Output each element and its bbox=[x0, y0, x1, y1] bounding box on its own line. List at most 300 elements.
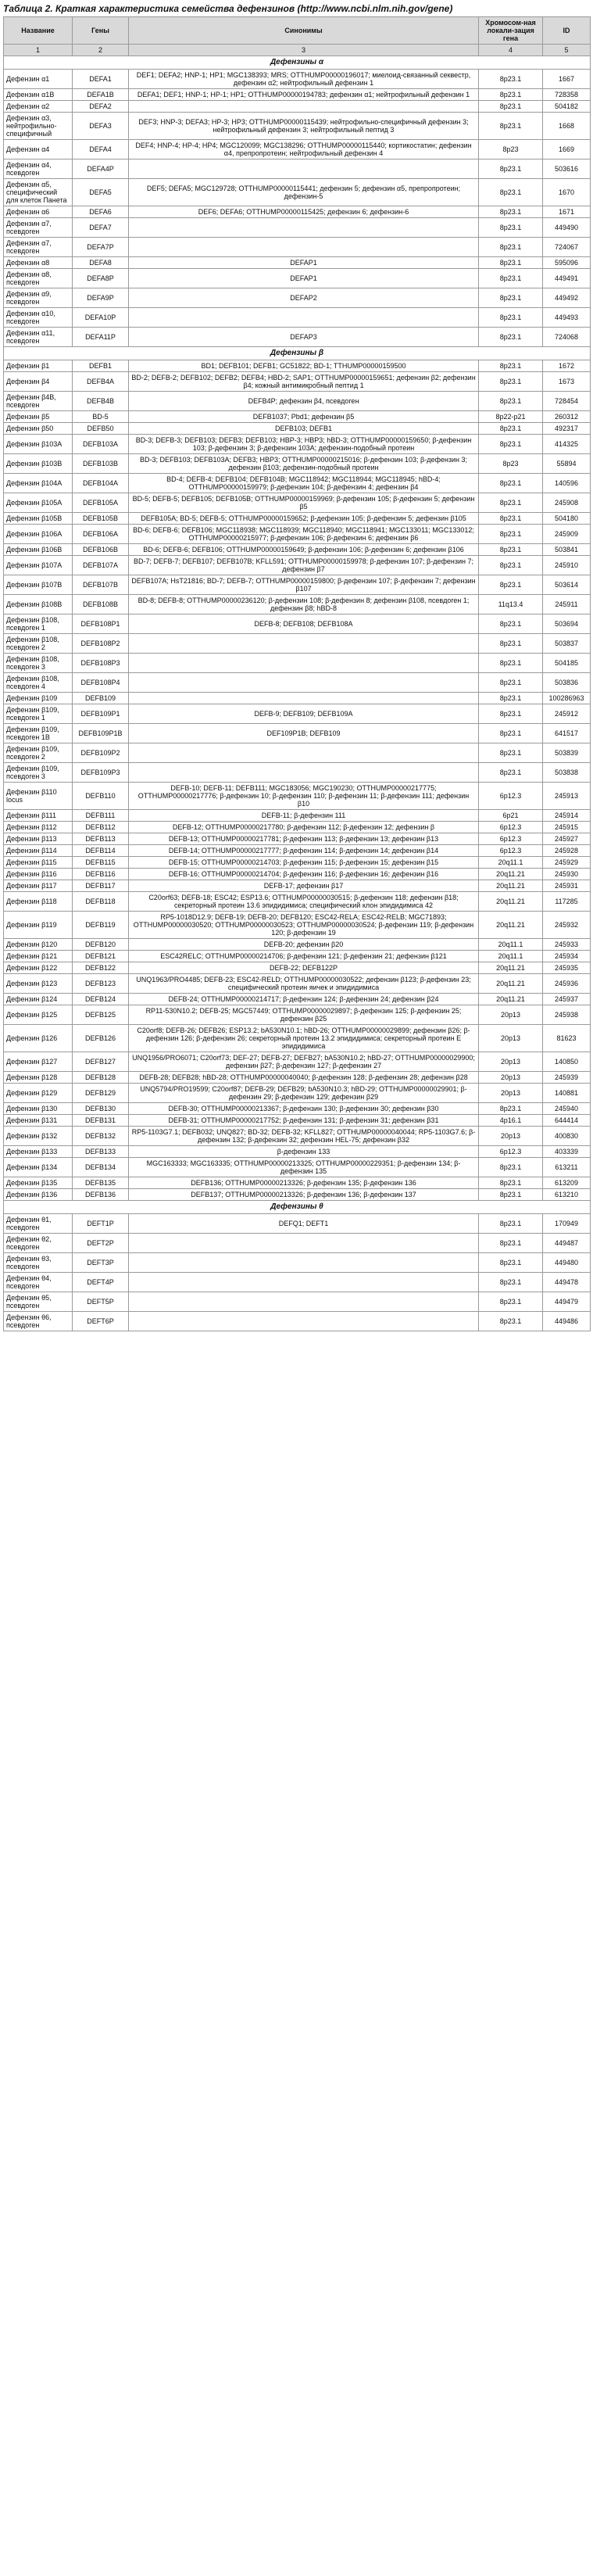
cell-gene: DEFB107A bbox=[73, 556, 129, 575]
cell-synonyms: DEFB-16; OTTHUMP00000214704; β-дефензин 116; β-дефензин 16; дефензин β16 bbox=[129, 869, 479, 880]
cell-synonyms: DEFB-13; OTTHUMP00000217781; β-дефензин 113; β-дефензин 13; дефензин β13 bbox=[129, 833, 479, 845]
cell-gene: DEFB118 bbox=[73, 892, 129, 912]
table-row bbox=[4, 140, 591, 159]
table-row bbox=[4, 595, 591, 614]
cell-location: 8p23 bbox=[479, 140, 543, 159]
table-row bbox=[4, 634, 591, 654]
cell-synonyms: DEFB1037; Pbd1; дефензин β5 bbox=[129, 411, 479, 423]
cell-gene: DEFB127 bbox=[73, 1052, 129, 1072]
cell-synonyms: RP5-1018D12.9; DEFB-19; DEFB-20; DEFB120; ESC42-RELA; ESC42-RELB; MGC71893; OTTHUMP00000030520; OTTHUMP00000030523; OTTHUMP00000030524; β-дефензин 119; β-дефензин 120; β-дефензин 19 bbox=[129, 912, 479, 939]
cell-id: 613209 bbox=[543, 1177, 591, 1189]
table-row bbox=[4, 288, 591, 308]
cell-synonyms: DEFB-30; OTTHUMP00000213367; β-дефензин 130; β-дефензин 30; дефензин β30 bbox=[129, 1103, 479, 1115]
cell-synonyms: DEFB-24; OTTHUMP00000214717; β-дефензин 124; β-дефензин 24; дефензин β24 bbox=[129, 994, 479, 1005]
cell-gene: DEFA7 bbox=[73, 218, 129, 238]
cell-location: 20p13 bbox=[479, 1127, 543, 1146]
section-title: Дефензины θ bbox=[4, 1201, 591, 1214]
cell-name: Дефензин β130 bbox=[4, 1103, 73, 1115]
cell-name: Дефензин β107B bbox=[4, 575, 73, 595]
cell-synonyms: DEF4; HNP-4; HP-4; HP4; MGC120099; MGC138296; OTTHUMP00000115440; кортикостатин; дефензин α4, препропротеин; нейтрофильный дефензин 4 bbox=[129, 140, 479, 159]
cell-gene: DEFA5 bbox=[73, 179, 129, 206]
table-row bbox=[4, 810, 591, 822]
cell-id: 504182 bbox=[543, 101, 591, 113]
table-row bbox=[4, 556, 591, 575]
cell-synonyms: MGC163333; MGC163335; OTTHUMP00000213325; OTTHUMP00000229351; β-дефензин 134; β-дефензин 135 bbox=[129, 1158, 479, 1177]
cell-id: 245933 bbox=[543, 939, 591, 951]
cell-id: 245912 bbox=[543, 704, 591, 724]
table-row bbox=[4, 833, 591, 845]
cell-id: 245909 bbox=[543, 525, 591, 544]
cell-location: 8p23.1 bbox=[479, 513, 543, 525]
cell-gene: DEFB112 bbox=[73, 822, 129, 833]
table-row bbox=[4, 1072, 591, 1084]
cell-gene: DEFT5P bbox=[73, 1292, 129, 1312]
cell-location: 20q11.21 bbox=[479, 869, 543, 880]
cell-gene: DEFB121 bbox=[73, 951, 129, 962]
cell-id: 245940 bbox=[543, 1103, 591, 1115]
cell-name: Дефензин β104A bbox=[4, 474, 73, 493]
cell-synonyms: DEFB-15; OTTHUMP00000214703; β-дефензин 115; β-дефензин 15; дефензин β15 bbox=[129, 857, 479, 869]
cell-id: 245929 bbox=[543, 857, 591, 869]
cell-id: 170949 bbox=[543, 1214, 591, 1234]
cell-name: Дефензин β108, псевдоген 1 bbox=[4, 614, 73, 634]
cell-location: 8p23.1 bbox=[479, 288, 543, 308]
cell-id: 245930 bbox=[543, 869, 591, 880]
cell-synonyms: BD-8; DEFB-8; OTTHUMP00000236120; β-дефензин 108; β-дефензин 8; дефензин β108, псевдоген 1; дефензин β8; hBD-8 bbox=[129, 595, 479, 614]
section-header-row bbox=[4, 56, 591, 70]
table-row bbox=[4, 693, 591, 704]
cell-synonyms: DEFAP1 bbox=[129, 269, 479, 288]
cell-id: 595096 bbox=[543, 257, 591, 269]
cell-name: Дефензин θ6, псевдоген bbox=[4, 1312, 73, 1331]
cell-synonyms: DEFB-31; OTTHUMP00000217752; β-дефензин 131; β-дефензин 31; дефензин β31 bbox=[129, 1115, 479, 1127]
cell-synonyms: BD-3; DEFB103; DEFB103A; DEFB3; HBP3; OTTHUMP00000215016; β-дефензин 103; β-дефензин 3; дефензин β103; дефензин-подобный протеин bbox=[129, 454, 479, 474]
cell-location: 4p16.1 bbox=[479, 1115, 543, 1127]
cell-id: 260312 bbox=[543, 411, 591, 423]
cell-name: Дефензин β124 bbox=[4, 994, 73, 1005]
cell-synonyms: DEFB4P; дефензин β4, псевдоген bbox=[129, 392, 479, 411]
cell-location: 6p12.3 bbox=[479, 833, 543, 845]
table-row bbox=[4, 1312, 591, 1331]
cell-id: 503838 bbox=[543, 763, 591, 783]
table-row bbox=[4, 673, 591, 693]
cell-synonyms: DEFB-9; DEFB109; DEFB109A bbox=[129, 704, 479, 724]
cell-gene: DEFB130 bbox=[73, 1103, 129, 1115]
cell-gene: DEFA8P bbox=[73, 269, 129, 288]
cell-name: Дефензин α8, псевдоген bbox=[4, 269, 73, 288]
table-row bbox=[4, 1084, 591, 1103]
table-row bbox=[4, 1189, 591, 1201]
cell-gene: DEFB115 bbox=[73, 857, 129, 869]
cell-id: 503841 bbox=[543, 544, 591, 556]
cell-id: 504180 bbox=[543, 513, 591, 525]
cell-gene: DEFB109 bbox=[73, 693, 129, 704]
table-row bbox=[4, 951, 591, 962]
cell-id: 1670 bbox=[543, 179, 591, 206]
cell-gene: DEFB109P2 bbox=[73, 743, 129, 763]
cell-id: 245911 bbox=[543, 595, 591, 614]
cell-location: 8p23.1 bbox=[479, 206, 543, 218]
table-header bbox=[4, 17, 591, 56]
table-row bbox=[4, 1025, 591, 1052]
cell-location: 20p13 bbox=[479, 1005, 543, 1025]
cell-id: 245938 bbox=[543, 1005, 591, 1025]
cell-id: 449478 bbox=[543, 1273, 591, 1292]
cell-synonyms: DEFB-17; дефензин β17 bbox=[129, 880, 479, 892]
cell-name: Дефензин β135 bbox=[4, 1177, 73, 1189]
cell-name: Дефензин α7, псевдоген bbox=[4, 238, 73, 257]
cell-synonyms bbox=[129, 1234, 479, 1253]
cell-name: Дефензин θ3, псевдоген bbox=[4, 1253, 73, 1273]
cell-gene: DEFB104A bbox=[73, 474, 129, 493]
cell-location: 8p23.1 bbox=[479, 435, 543, 454]
cell-name: Дефензин α3, нейтрофильно-специфичный bbox=[4, 113, 73, 140]
cell-name: Дефензин β131 bbox=[4, 1115, 73, 1127]
table-row bbox=[4, 269, 591, 288]
cell-location: 8p23.1 bbox=[479, 328, 543, 347]
table-row bbox=[4, 101, 591, 113]
cell-name: Дефензин α4 bbox=[4, 140, 73, 159]
cell-name: Дефензин β103B bbox=[4, 454, 73, 474]
cell-gene: DEFB109P1 bbox=[73, 704, 129, 724]
table-row bbox=[4, 411, 591, 423]
cell-gene: DEFB1 bbox=[73, 360, 129, 372]
cell-id: 245928 bbox=[543, 845, 591, 857]
cell-name: Дефензин β110 locus bbox=[4, 783, 73, 810]
section-header-row bbox=[4, 1201, 591, 1214]
cell-synonyms: DEFA1; DEF1; HNP-1; HP-1; HP1; OTTHUMP00000194783; дефензин α1; нейтрофильный дефензин 1 bbox=[129, 89, 479, 101]
table-row bbox=[4, 179, 591, 206]
cell-id: 245908 bbox=[543, 493, 591, 513]
cell-location: 8p23.1 bbox=[479, 218, 543, 238]
cell-gene: DEFB116 bbox=[73, 869, 129, 880]
cell-synonyms bbox=[129, 693, 479, 704]
cell-name: Дефензин β136 bbox=[4, 1189, 73, 1201]
cell-synonyms: DEFB-12; OTTHUMP00000217780; β-дефензин 112; β-дефензин 12; дефензин β bbox=[129, 822, 479, 833]
cell-name: Дефензин β134 bbox=[4, 1158, 73, 1177]
cell-gene: DEFB108B bbox=[73, 595, 129, 614]
cell-gene: DEFB120 bbox=[73, 939, 129, 951]
table-row bbox=[4, 1177, 591, 1189]
cell-id: 140881 bbox=[543, 1084, 591, 1103]
cell-gene: DEFB111 bbox=[73, 810, 129, 822]
cell-location: 20q11.1 bbox=[479, 939, 543, 951]
cell-location: 8p23.1 bbox=[479, 525, 543, 544]
cell-synonyms: DEFB103; DEFB1 bbox=[129, 423, 479, 435]
cell-name: Дефензин β126 bbox=[4, 1025, 73, 1052]
table-row bbox=[4, 89, 591, 101]
cell-location: 6p12.3 bbox=[479, 845, 543, 857]
table-row bbox=[4, 308, 591, 328]
cell-synonyms: β-дефензин 133 bbox=[129, 1146, 479, 1158]
cell-gene: DEFB4B bbox=[73, 392, 129, 411]
table-row bbox=[4, 328, 591, 347]
cell-synonyms: DEFB137; OTTHUMP00000213326; β-дефензин 136; β-дефензин 137 bbox=[129, 1189, 479, 1201]
cell-location: 6p12.3 bbox=[479, 783, 543, 810]
cell-location: 8p23.1 bbox=[479, 1292, 543, 1312]
column-number: 5 bbox=[543, 45, 591, 56]
column-number: 2 bbox=[73, 45, 129, 56]
cell-gene: DEFB110 bbox=[73, 783, 129, 810]
cell-synonyms: DEF5; DEFA5; MGC129728; OTTHUMP00000115441; дефензин 5; дефензин α5, препропротеин; дефензин-5 bbox=[129, 179, 479, 206]
cell-name: Дефензин θ2, псевдоген bbox=[4, 1234, 73, 1253]
cell-synonyms: DEF109P1B; DEFB109 bbox=[129, 724, 479, 743]
cell-location: 8p23.1 bbox=[479, 159, 543, 179]
table-row bbox=[4, 1005, 591, 1025]
column-number-row bbox=[4, 45, 591, 56]
cell-id: 414325 bbox=[543, 435, 591, 454]
cell-location: 8p23.1 bbox=[479, 575, 543, 595]
cell-synonyms: DEFB-20; дефензин β20 bbox=[129, 939, 479, 951]
table-row bbox=[4, 454, 591, 474]
cell-synonyms: DEFB-22; DEFB122P bbox=[129, 962, 479, 974]
cell-gene: DEFT2P bbox=[73, 1234, 129, 1253]
cell-synonyms bbox=[129, 1253, 479, 1273]
cell-synonyms: DEF3; HNP-3; DEFA3; HP-3; HP3; OTTHUMP00000115439; нейтрофильно-специфичный дефензин 3; нейтрофильный дефензин 3; нейтрофильный пептид 3 bbox=[129, 113, 479, 140]
cell-gene: DEFB108P3 bbox=[73, 654, 129, 673]
cell-gene: DEFB107B bbox=[73, 575, 129, 595]
column-number: 4 bbox=[479, 45, 543, 56]
cell-name: Дефензин β107A bbox=[4, 556, 73, 575]
column-number: 1 bbox=[4, 45, 73, 56]
table-row bbox=[4, 474, 591, 493]
cell-synonyms: RP11-530N10.2; DEFB-25; MGC57449; OTTHUMP00000029897; β-дефензин 125; β-дефензин 25; дефензин β25 bbox=[129, 1005, 479, 1025]
cell-id: 400830 bbox=[543, 1127, 591, 1146]
cell-synonyms: BD-6; DEFB-6; DEFB106; MGC118938; MGC118939; MGC118940; MGC118941; MGC133011; MGC133012; OTTHUMP00000215977; β-дефензин 106; β-дефензин 6; дефензин β6 bbox=[129, 525, 479, 544]
cell-name: Дефензин β108B bbox=[4, 595, 73, 614]
table-row bbox=[4, 159, 591, 179]
cell-gene: DEFT4P bbox=[73, 1273, 129, 1292]
table-row bbox=[4, 423, 591, 435]
cell-location: 6p12.3 bbox=[479, 822, 543, 833]
cell-location: 8p23.1 bbox=[479, 1253, 543, 1273]
table-row bbox=[4, 70, 591, 89]
cell-name: Дефензин α8 bbox=[4, 257, 73, 269]
cell-id: 245927 bbox=[543, 833, 591, 845]
header-genes: Гены bbox=[73, 17, 129, 45]
section-title: Дефензины α bbox=[4, 56, 591, 70]
section-title: Дефензины β bbox=[4, 347, 591, 360]
cell-id: 117285 bbox=[543, 892, 591, 912]
cell-name: Дефензин β122 bbox=[4, 962, 73, 974]
cell-location: 8p23.1 bbox=[479, 238, 543, 257]
cell-synonyms: DEF1; DEFA2; HNP-1; HP1; MGC138393; MRS; OTTHUMP00000196017; миелоид-связанный секвестр, дефензин α2; нейтрофильный дефензин 1 bbox=[129, 70, 479, 89]
table-row bbox=[4, 525, 591, 544]
cell-name: Дефензин θ4, псевдоген bbox=[4, 1273, 73, 1292]
cell-location: 8p23.1 bbox=[479, 1103, 543, 1115]
cell-location: 20p13 bbox=[479, 1084, 543, 1103]
table-row bbox=[4, 1234, 591, 1253]
cell-location: 8p23.1 bbox=[479, 89, 543, 101]
cell-name: Дефензин β123 bbox=[4, 974, 73, 994]
cell-gene: DEFB129 bbox=[73, 1084, 129, 1103]
cell-name: Дефензин β133 bbox=[4, 1146, 73, 1158]
cell-name: Дефензин α11, псевдоген bbox=[4, 328, 73, 347]
table-caption: Таблица 2. Краткая характеристика семейства дефензинов (http://www.ncbi.nlm.nih.gov/gene) bbox=[3, 3, 453, 14]
cell-location: 8p23.1 bbox=[479, 1214, 543, 1234]
cell-gene: DEFA4P bbox=[73, 159, 129, 179]
cell-name: Дефензин α7, псевдоген bbox=[4, 218, 73, 238]
cell-location: 8p23.1 bbox=[479, 693, 543, 704]
cell-name: Дефензин β132 bbox=[4, 1127, 73, 1146]
table-row bbox=[4, 257, 591, 269]
cell-name: Дефензин β108, псевдоген 3 bbox=[4, 654, 73, 673]
cell-location: 20p13 bbox=[479, 1025, 543, 1052]
table-row bbox=[4, 544, 591, 556]
cell-name: Дефензин α4, псевдоген bbox=[4, 159, 73, 179]
cell-name: Дефензин β105A bbox=[4, 493, 73, 513]
cell-location: 8p23.1 bbox=[479, 1189, 543, 1201]
cell-id: 403339 bbox=[543, 1146, 591, 1158]
cell-gene: DEFA3 bbox=[73, 113, 129, 140]
table-row bbox=[4, 238, 591, 257]
table-row bbox=[4, 743, 591, 763]
cell-synonyms: DEFB105A; BD-5; DEFB-5; OTTHUMP00000159652; β-дефензин 105; β-дефензин 5; дефензин β105 bbox=[129, 513, 479, 525]
cell-name: Дефензин β108, псевдоген 4 bbox=[4, 673, 73, 693]
table-row bbox=[4, 845, 591, 857]
cell-synonyms: BD-4; DEFB-4; DEFB104; DEFB104B; MGC118942; MGC118944; MGC118945; hBD-4; OTTHUMP00000159979; β-дефензин 104; β-дефензин 4; дефензин β4 bbox=[129, 474, 479, 493]
table-row bbox=[4, 1292, 591, 1312]
cell-synonyms bbox=[129, 218, 479, 238]
cell-location: 20q11.21 bbox=[479, 994, 543, 1005]
table-row bbox=[4, 1253, 591, 1273]
table-row bbox=[4, 1127, 591, 1146]
table-row bbox=[4, 822, 591, 833]
cell-location: 8p23 bbox=[479, 454, 543, 474]
cell-id: 728454 bbox=[543, 392, 591, 411]
table-row bbox=[4, 974, 591, 994]
cell-id: 503614 bbox=[543, 575, 591, 595]
cell-location: 20q11.1 bbox=[479, 951, 543, 962]
cell-id: 1667 bbox=[543, 70, 591, 89]
cell-gene: DEFB136 bbox=[73, 1189, 129, 1201]
table-row bbox=[4, 892, 591, 912]
cell-gene: DEFB135 bbox=[73, 1177, 129, 1189]
cell-gene: DEFB128 bbox=[73, 1072, 129, 1084]
cell-location: 8p23.1 bbox=[479, 704, 543, 724]
cell-location: 20q11.21 bbox=[479, 962, 543, 974]
cell-id: 503837 bbox=[543, 634, 591, 654]
cell-id: 449493 bbox=[543, 308, 591, 328]
cell-id: 503694 bbox=[543, 614, 591, 634]
cell-location: 8p23.1 bbox=[479, 372, 543, 392]
cell-name: Дефензин β109, псевдоген 3 bbox=[4, 763, 73, 783]
cell-gene: DEFB108P1 bbox=[73, 614, 129, 634]
table-row bbox=[4, 1158, 591, 1177]
table-row bbox=[4, 869, 591, 880]
cell-synonyms: DEF6; DEFA6; OTTHUMP00000115425; дефензин 6; дефензин-6 bbox=[129, 206, 479, 218]
cell-gene: DEFB119 bbox=[73, 912, 129, 939]
table-row bbox=[4, 575, 591, 595]
cell-gene: DEFA1 bbox=[73, 70, 129, 89]
cell-gene: DEFB109P3 bbox=[73, 763, 129, 783]
header-synonyms: Синонимы bbox=[129, 17, 479, 45]
cell-location: 8p23.1 bbox=[479, 1273, 543, 1292]
cell-synonyms: DEFB-14; OTTHUMP00000217777; β-дефензин 114; β-дефензин 14; дефензин β14 bbox=[129, 845, 479, 857]
cell-synonyms bbox=[129, 308, 479, 328]
cell-synonyms: C20orf63; DEFB-18; ESC42; ESP13.6; OTTHUMP00000030515; β-дефензин 118; дефензин β18; секреторный протеин 13.6 эпидидимиса; специфический клон эпидидимиса 42 bbox=[129, 892, 479, 912]
cell-location: 20q11.21 bbox=[479, 912, 543, 939]
cell-id: 1671 bbox=[543, 206, 591, 218]
cell-location: 20q11.1 bbox=[479, 857, 543, 869]
cell-name: Дефензин β109 bbox=[4, 693, 73, 704]
table-row bbox=[4, 1103, 591, 1115]
cell-gene: DEFT6P bbox=[73, 1312, 129, 1331]
cell-gene: DEFB126 bbox=[73, 1025, 129, 1052]
cell-location: 8p23.1 bbox=[479, 1234, 543, 1253]
cell-gene: DEFB117 bbox=[73, 880, 129, 892]
cell-id: 449486 bbox=[543, 1312, 591, 1331]
cell-id: 613210 bbox=[543, 1189, 591, 1201]
cell-id: 1673 bbox=[543, 372, 591, 392]
cell-location: 8p23.1 bbox=[479, 308, 543, 328]
cell-name: Дефензин β106A bbox=[4, 525, 73, 544]
cell-gene: DEFA6 bbox=[73, 206, 129, 218]
cell-synonyms bbox=[129, 763, 479, 783]
cell-location: 8p23.1 bbox=[479, 614, 543, 634]
cell-synonyms: DEFB-10; DEFB-11; DEFB111; MGC183056; MGC190230; OTTHUMP00000217775; OTTHUMP00000217776; β-дефензин 10; β-дефензин 110; β-дефензин 11; β-дефензин 111; дефензин β10 bbox=[129, 783, 479, 810]
cell-location: 8p23.1 bbox=[479, 743, 543, 763]
cell-gene: DEFB133 bbox=[73, 1146, 129, 1158]
cell-location: 20q11.21 bbox=[479, 892, 543, 912]
cell-name: Дефензин β106B bbox=[4, 544, 73, 556]
cell-name: Дефензин α10, псевдоген bbox=[4, 308, 73, 328]
cell-gene: DEFB109P1B bbox=[73, 724, 129, 743]
cell-gene: DEFB134 bbox=[73, 1158, 129, 1177]
cell-location: 8p23.1 bbox=[479, 392, 543, 411]
cell-name: Дефензин β108, псевдоген 2 bbox=[4, 634, 73, 654]
cell-id: 245936 bbox=[543, 974, 591, 994]
header-id: ID bbox=[543, 17, 591, 45]
cell-name: Дефензин β129 bbox=[4, 1084, 73, 1103]
cell-gene: DEFB122 bbox=[73, 962, 129, 974]
cell-id: 449490 bbox=[543, 218, 591, 238]
cell-synonyms: DEFAP1 bbox=[129, 257, 479, 269]
cell-gene: DEFT1P bbox=[73, 1214, 129, 1234]
cell-synonyms: C20orf8; DEFB-26; DEFB26; ESP13.2; bA530N10.1; hBD-26; OTTHUMP00000029899; дефензин β26; β-дефензин 126; β-дефензин 26; секреторный протеин 13.2 эпидидимиса; секреторный протеин Е эпидидимиса bbox=[129, 1025, 479, 1052]
cell-name: Дефензин β109, псевдоген 1 bbox=[4, 704, 73, 724]
cell-location: 8p23.1 bbox=[479, 360, 543, 372]
cell-synonyms bbox=[129, 1273, 479, 1292]
cell-gene: DEFB105A bbox=[73, 493, 129, 513]
cell-synonyms: DEFAP3 bbox=[129, 328, 479, 347]
cell-location: 20q11.21 bbox=[479, 880, 543, 892]
cell-id: 724068 bbox=[543, 328, 591, 347]
cell-id: 245939 bbox=[543, 1072, 591, 1084]
cell-id: 492317 bbox=[543, 423, 591, 435]
cell-name: Дефензин β114 bbox=[4, 845, 73, 857]
table-row bbox=[4, 783, 591, 810]
cell-gene: DEFB132 bbox=[73, 1127, 129, 1146]
cell-id: 449487 bbox=[543, 1234, 591, 1253]
cell-name: Дефензин β5 bbox=[4, 411, 73, 423]
cell-name: Дефензин β105B bbox=[4, 513, 73, 525]
cell-location: 8p23.1 bbox=[479, 423, 543, 435]
cell-gene: DEFT3P bbox=[73, 1253, 129, 1273]
cell-gene: DEFA8 bbox=[73, 257, 129, 269]
cell-gene: DEFB114 bbox=[73, 845, 129, 857]
cell-gene: DEFA10P bbox=[73, 308, 129, 328]
table-row bbox=[4, 392, 591, 411]
cell-id: 245915 bbox=[543, 822, 591, 833]
cell-id: 140850 bbox=[543, 1052, 591, 1072]
cell-synonyms bbox=[129, 159, 479, 179]
cell-gene: DEFA9P bbox=[73, 288, 129, 308]
cell-location: 8p23.1 bbox=[479, 269, 543, 288]
cell-synonyms: DEFQ1; DEFT1 bbox=[129, 1214, 479, 1234]
cell-location: 8p23.1 bbox=[479, 474, 543, 493]
section-header-row bbox=[4, 347, 591, 360]
